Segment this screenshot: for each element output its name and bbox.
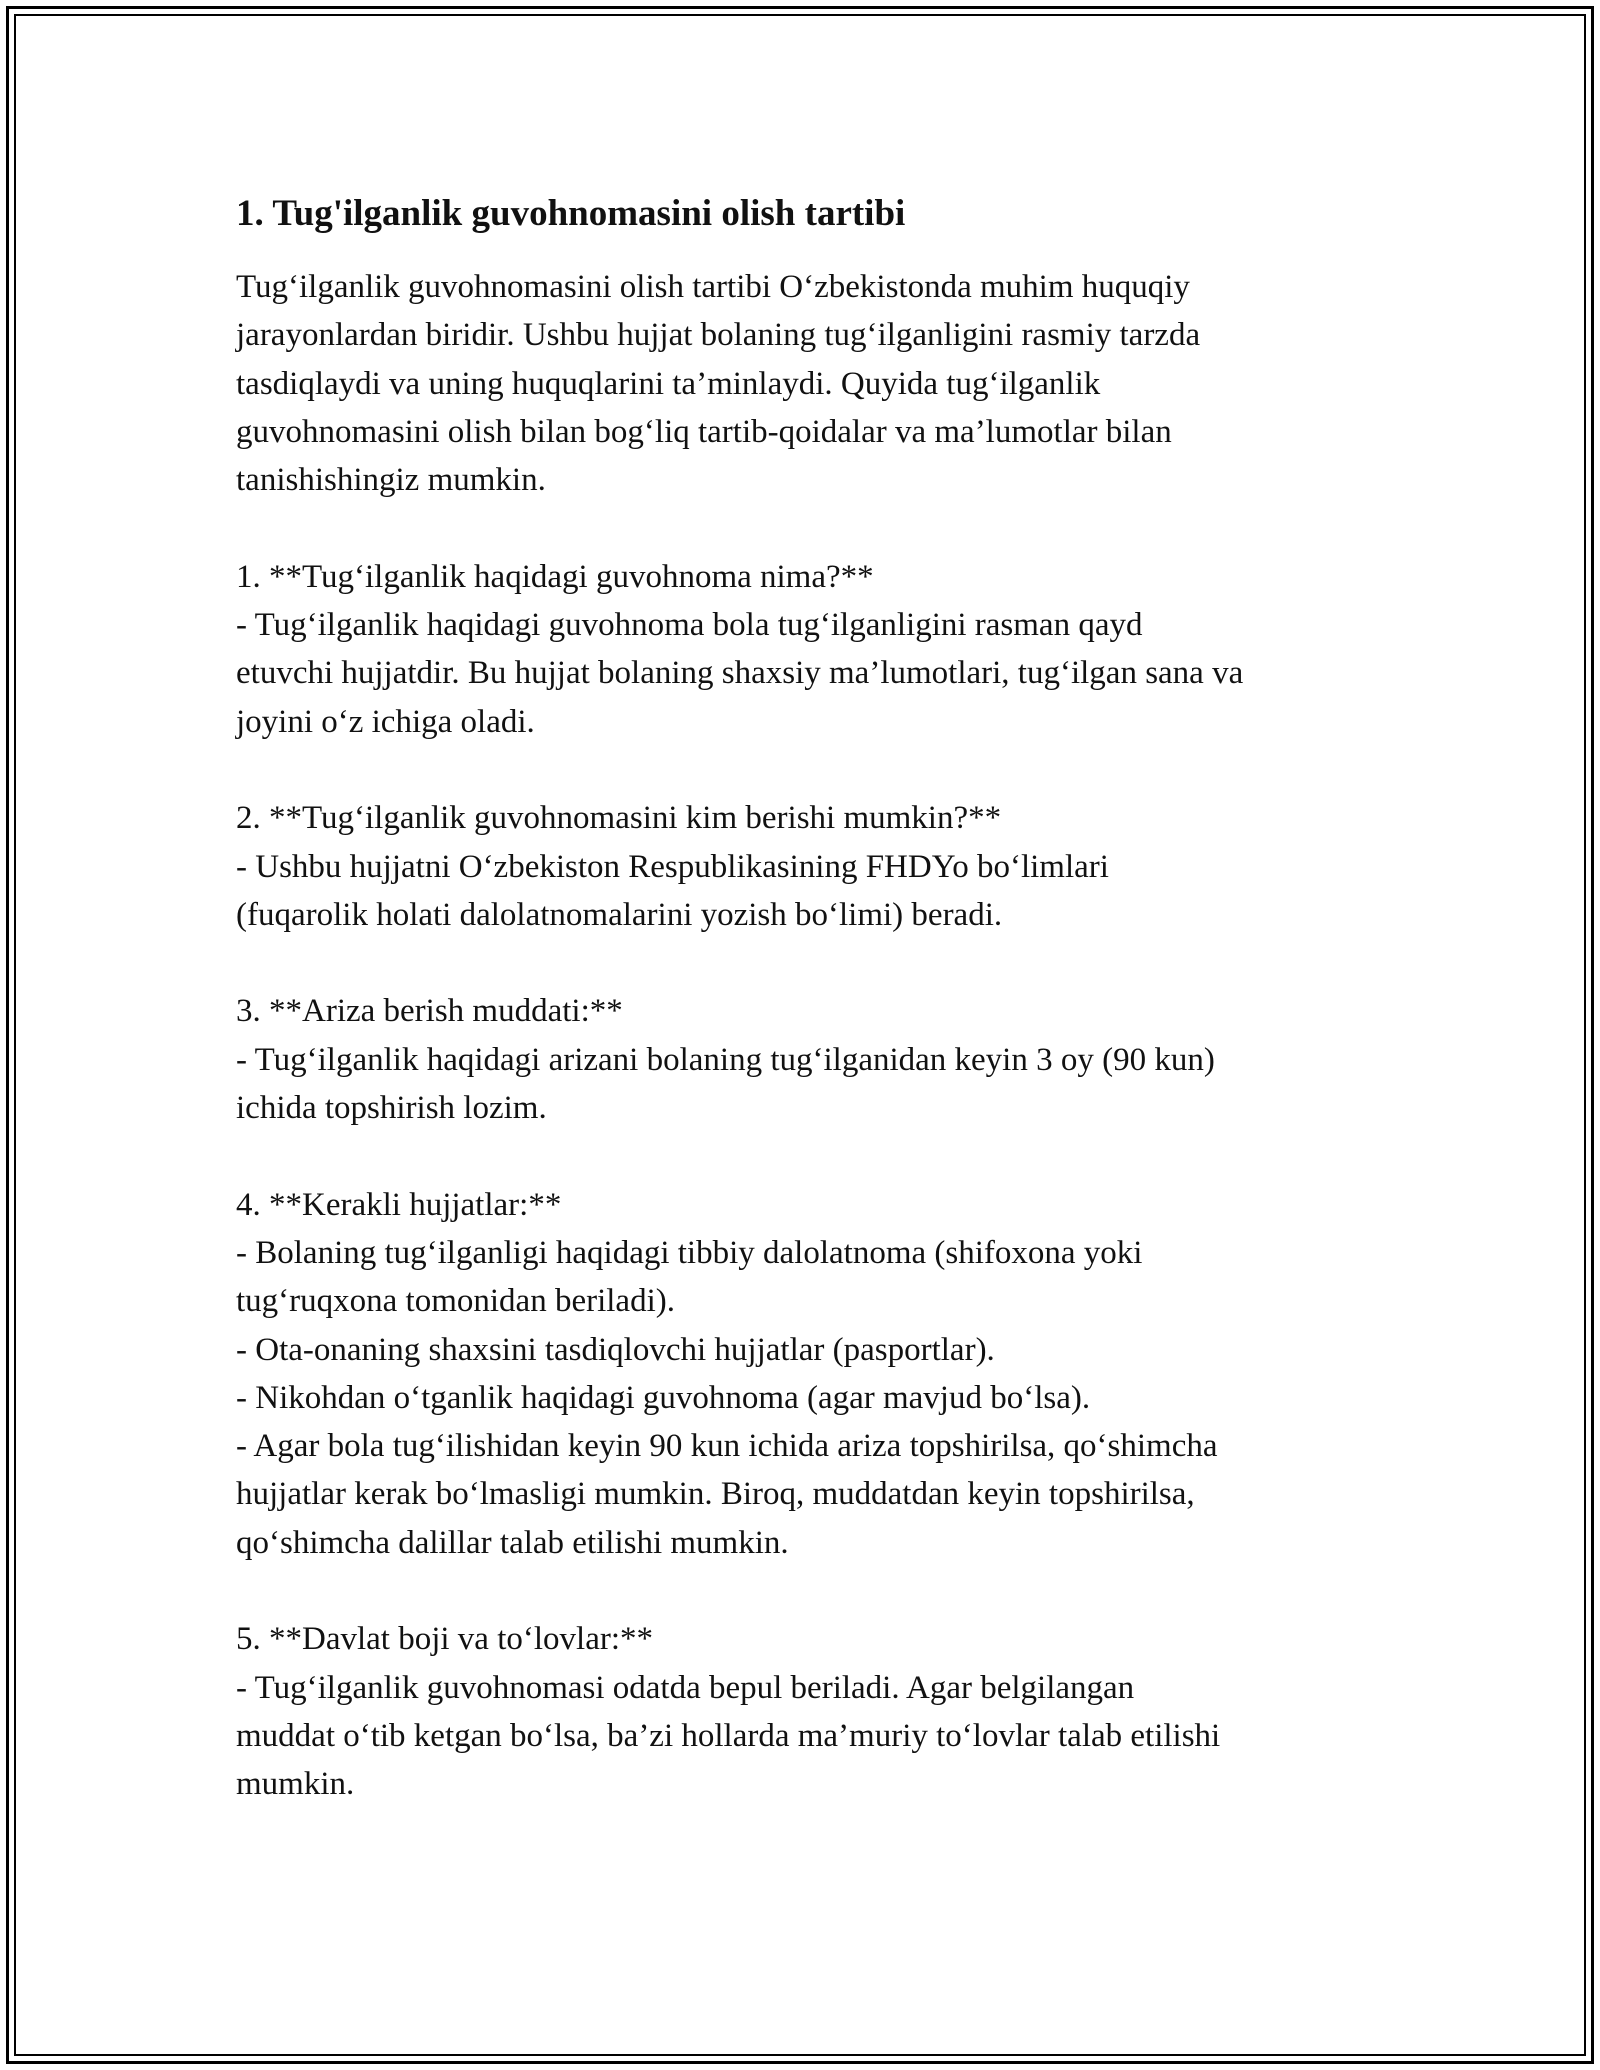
section-heading: 1. **Tug‘ilganlik haqidagi guvohnoma nima?**: [236, 558, 874, 595]
section-body: - Tug‘ilganlik haqidagi guvohnoma bola tug‘ilganligini rasman qayd etuvchi hujjatdir. Bu hujjat bolaning shaxsiy ma’lumotlari, tug‘ilgan sana va joyini o‘z ichiga oladi.: [236, 607, 1244, 740]
section-heading: 3. **Ariza berish muddati:**: [236, 993, 623, 1030]
section-body: - Bolaning tug‘ilganligi haqidagi tibbiy dalolatnoma (shifoxona yoki tug‘ruqxona tomonidan beriladi). - Ota-onaning shaxsini tasdiqlovchi hujjatlar (pasportlar). - Nikohdan o‘tganlik haqidagi guvohnoma (agar mavjud bo‘lsa). - Agar bola tug‘ilishidan keyin 90 kun ichida ariza topshirilsa, qo‘shimcha hujjatlar kerak bo‘lmasligi mumkin. Biroq, muddatdan keyin topshirilsa, qo‘shimcha dalillar talab etilishi mumkin.: [236, 1234, 1218, 1561]
section-body: - Ushbu hujjatni O‘zbekiston Respublikasining FHDYo bo‘limlari (fuqarolik holati dalolatnomalarini yozish bo‘limi) beradi.: [236, 848, 1109, 933]
section-heading: 4. **Kerakli hujjatlar:**: [236, 1186, 562, 1223]
section-body: - Tug‘ilganlik haqidagi arizani bolaning tug‘ilganidan keyin 3 oy (90 kun) ichida topshirish lozim.: [236, 1041, 1215, 1127]
section-body: - Tug‘ilganlik guvohnomasi odatda bepul beriladi. Agar belgilangan muddat o‘tib ketgan bo‘lsa, ba’zi hollarda ma’muriy to‘lovlar talab etilishi mumkin.: [236, 1669, 1221, 1803]
section-1: [236, 553, 1366, 746]
section-heading: 5. **Davlat boji va to‘lovlar:**: [236, 1621, 653, 1658]
section-5: [236, 1615, 1366, 1808]
section-4: [236, 1181, 1366, 1567]
section-heading: 2. **Tug‘ilganlik guvohnomasini kim berishi mumkin?**: [236, 800, 1002, 837]
intro-paragraph: Tug‘ilganlik guvohnomasini olish tartibi O‘zbekistonda muhim huquqiy jarayonlardan biridir. Ushbu hujjat bolaning tug‘ilganligini rasmiy tarzda tasdiqlaydi va uning huquqlarini ta’minlaydi. Quyida tug‘ilganlik guvohnomasini olish bilan bog‘liq tartib-qoidalar va ma’lumotlar bilan tanishishingiz mumkin.: [236, 269, 1201, 499]
section-2: [236, 794, 1366, 939]
page-title: 1. Tug'ilganlik guvohnomasini olish tartibi: [236, 193, 906, 234]
section-3: [236, 987, 1366, 1132]
document-body: [236, 185, 1366, 1809]
